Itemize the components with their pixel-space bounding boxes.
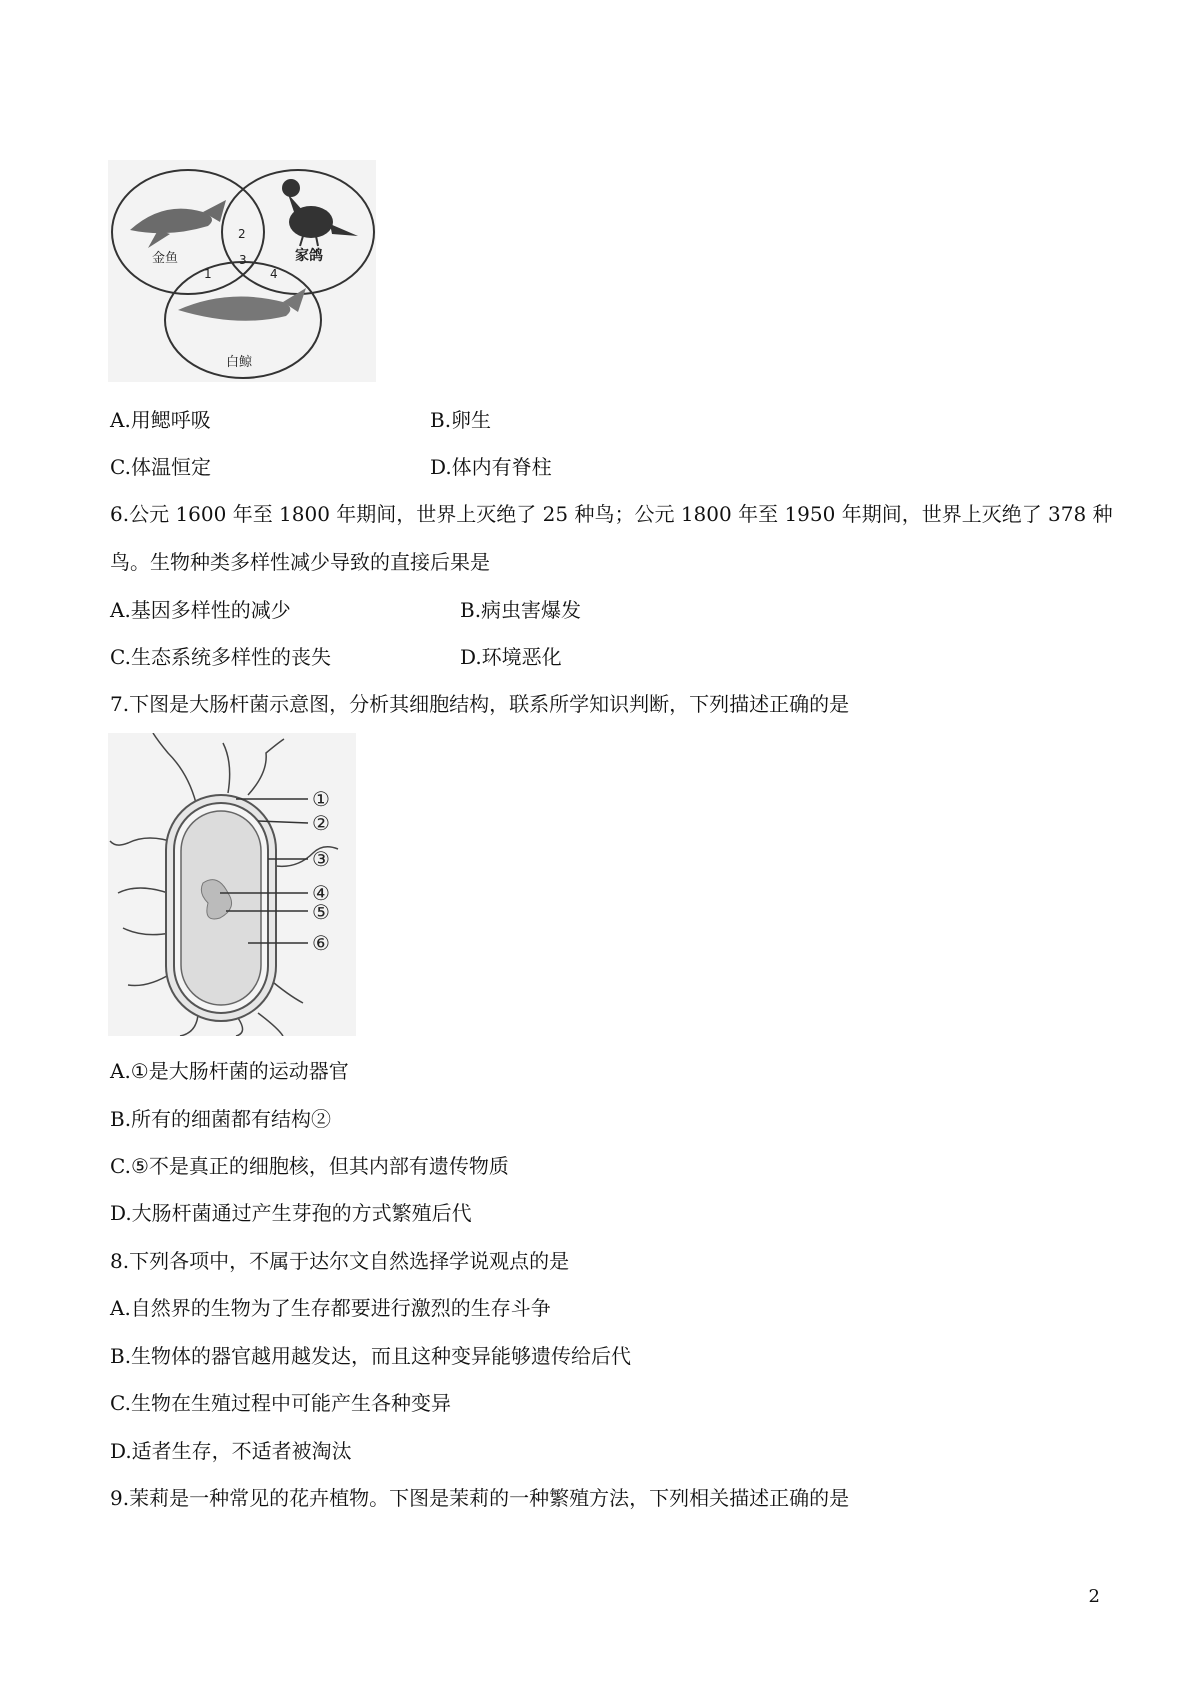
q7-option-d: D.大肠杆菌通过产生芽孢的方式繁殖后代 bbox=[110, 1201, 472, 1225]
q8-stem: 8.下列各项中，不属于达尔文自然选择学说观点的是 bbox=[110, 1249, 570, 1273]
q6-stem-line2: 鸟。生物种类多样性减少导致的直接后果是 bbox=[110, 550, 490, 574]
q8-option-d: D.适者生存，不适者被淘汰 bbox=[110, 1439, 352, 1463]
venn-figure bbox=[108, 160, 376, 382]
venn-label-pigeon: 家鸽 bbox=[295, 248, 323, 264]
q6-option-b: B.病虫害爆发 bbox=[460, 598, 582, 622]
q7-option-c: C.⑤不是真正的细胞核，但其内部有遗传物质 bbox=[110, 1154, 509, 1178]
label-1: ① bbox=[312, 787, 330, 811]
venn-label-goldfish: 金鱼 bbox=[152, 251, 179, 266]
label-3: ③ bbox=[312, 847, 330, 871]
q9-stem: 9.茉莉是一种常见的花卉植物。下图是茉莉的一种繁殖方法，下列相关描述正确的是 bbox=[110, 1486, 850, 1510]
q6-stem-line1: 6.公元 1600 年至 1800 年期间，世界上灭绝了 25 种鸟；公元 1800 年至 1950 年期间，世界上灭绝了 378 种 bbox=[110, 502, 1113, 526]
q5-option-a: A.用鳃呼吸 bbox=[110, 408, 211, 432]
q8-option-c: C.生物在生殖过程中可能产生各种变异 bbox=[110, 1391, 451, 1415]
q5-option-b: B.卵生 bbox=[430, 408, 492, 432]
q5-option-d: D.体内有脊柱 bbox=[430, 455, 552, 479]
q7-option-b: B.所有的细菌都有结构② bbox=[110, 1107, 332, 1131]
q6-option-c: C.生态系统多样性的丧失 bbox=[110, 645, 331, 669]
goldfish-illustration bbox=[130, 200, 226, 248]
label-2: ② bbox=[312, 811, 330, 835]
q7-option-a: A.①是大肠杆菌的运动器官 bbox=[110, 1059, 349, 1083]
venn-region-1: 1 bbox=[204, 267, 212, 281]
page-number: 2 bbox=[1088, 1586, 1100, 1607]
ecoli-diagram-svg bbox=[108, 733, 356, 1036]
venn-region-3: 3 bbox=[239, 253, 247, 267]
label-5: ⑤ bbox=[312, 900, 330, 924]
q6-option-d: D.环境恶化 bbox=[460, 645, 562, 669]
q6-option-a: A.基因多样性的减少 bbox=[110, 598, 291, 622]
label-6: ⑥ bbox=[312, 931, 330, 955]
pigeon-illustration bbox=[282, 179, 358, 246]
venn-diagram-svg bbox=[108, 160, 376, 382]
q7-stem: 7.下图是大肠杆菌示意图，分析其细胞结构，联系所学知识判断，下列描述正确的是 bbox=[110, 692, 850, 716]
venn-region-2: 2 bbox=[238, 227, 246, 241]
venn-label-whale: 白鲸 bbox=[226, 355, 253, 370]
q5-option-c: C.体温恒定 bbox=[110, 455, 211, 479]
q8-option-b: B.生物体的器官越用越发达，而且这种变异能够遗传给后代 bbox=[110, 1344, 632, 1368]
ecoli-figure bbox=[108, 733, 356, 1036]
venn-region-4: 4 bbox=[270, 267, 278, 281]
q8-option-a: A.自然界的生物为了生存都要进行激烈的生存斗争 bbox=[110, 1296, 551, 1320]
label-4: ④ bbox=[312, 881, 330, 905]
